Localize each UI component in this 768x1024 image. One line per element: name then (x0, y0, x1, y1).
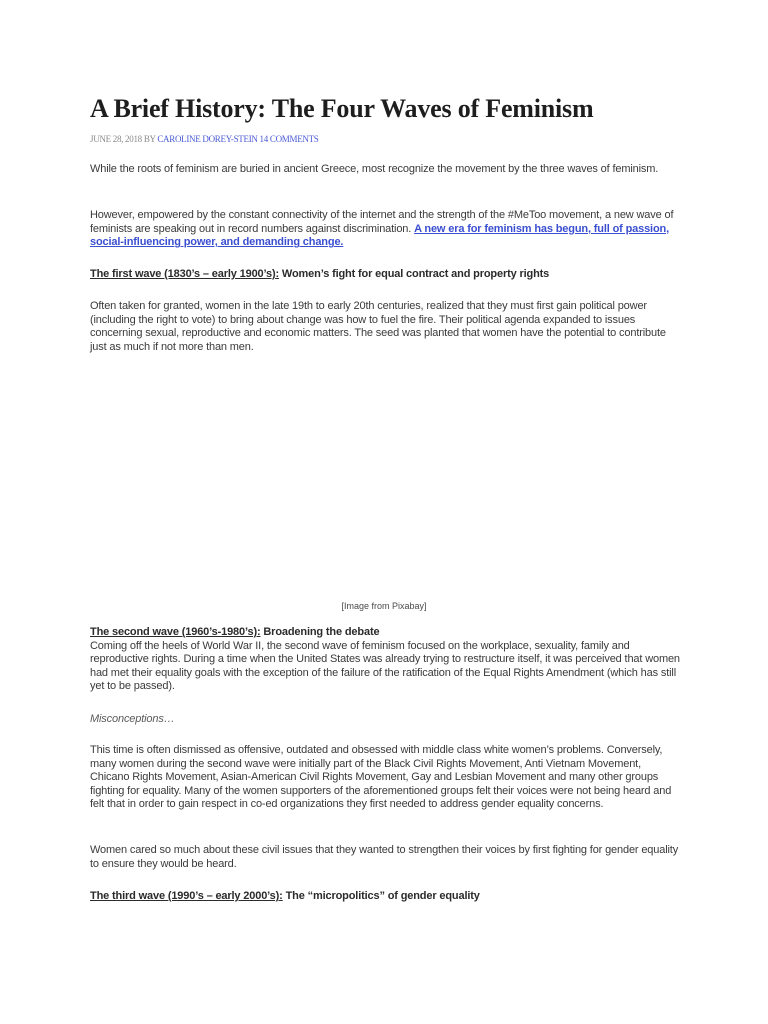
intro-paragraph-2 (90, 209, 682, 250)
image-caption: [Image from Pixabay] (341, 601, 427, 611)
second-wave-body-3: Women cared so much about these civil issues that they wanted to strengthen their voices by first fighting for gender equality to ensure they would be heard. (90, 844, 679, 870)
first-wave-label: The first wave (1830’s – early 1900’s): (90, 268, 280, 280)
intro-paragraph-2-text: However, empowered by the constant connectivity of the internet and the strength of the #MeToo movement, a new wave of feminists are speaking out in record numbers against discrimination. (90, 209, 674, 235)
second-wave-section (90, 626, 682, 694)
author-link[interactable]: CAROLINE DOREY-STEIN (157, 134, 258, 144)
first-wave-subtitle: Women’s fight for equal contract and property rights (281, 268, 550, 280)
comments-link[interactable]: 14 COMMENTS (259, 134, 319, 144)
second-wave-label: The second wave (1960’s-1980’s): (90, 626, 261, 638)
third-wave-heading (90, 890, 682, 904)
first-wave-heading (90, 268, 682, 282)
third-wave-label: The third wave (1990’s – early 2000’s): (90, 890, 283, 902)
intro-paragraph-1: While the roots of feminism are buried in ancient Greece, most recognize the movement by the three waves of feminism. (90, 163, 659, 175)
new-era-link[interactable]: A new era for feminism has begun, full of passion, social-influencing power, and demanding change. (90, 222, 670, 249)
third-wave-subtitle: The “micropolitics” of gender equality (285, 890, 480, 902)
article-title: A Brief History: The Four Waves of Feminism (90, 94, 594, 123)
article-image (90, 372, 682, 592)
second-wave-subtitle: Broadening the debate (263, 626, 380, 638)
misconceptions-heading: Misconceptions… (90, 713, 175, 725)
article-meta (90, 134, 319, 144)
publish-date: JUNE 28, 2018 (90, 134, 142, 144)
second-wave-body-2: This time is often dismissed as offensive, outdated and obsessed with middle class white women’s problems. Conversely, many women during the second wave were initially part of the Black Civil Rights Movement, Anti Vietnam Movement, Chicano Rights Movement, Asian-American Civil Rights Movement, Gay and Lesbian Movement and many other groups fighting for equality. Many of the women supporters of the aforementioned groups felt their voices were not being heard and felt that in order to gain respect in co-ed organizations they first needed to address gender equality concerns. (90, 744, 672, 811)
second-wave-body: Coming off the heels of World War II, the second wave of feminism focused on the workplace, sexuality, family and reproductive rights. During a time when the United States was already trying to restructure itself, it was perceived that women had met their equality goals with the exception of the failure of the ratification of the Equal Rights Amendment (which has still yet to be passed). (90, 639, 680, 693)
first-wave-body: Often taken for granted, women in the late 19th to early 20th centuries, realized that they must first gain political power (including the right to vote) to bring about change was how to fuel the fire. Their political agenda expanded to issues concerning sexual, reproductive and economic matters. The seed was planted that women have the potential to contribute just as much if not more than men. (90, 300, 666, 353)
by-label: BY (143, 134, 156, 144)
second-wave-heading (90, 626, 682, 640)
